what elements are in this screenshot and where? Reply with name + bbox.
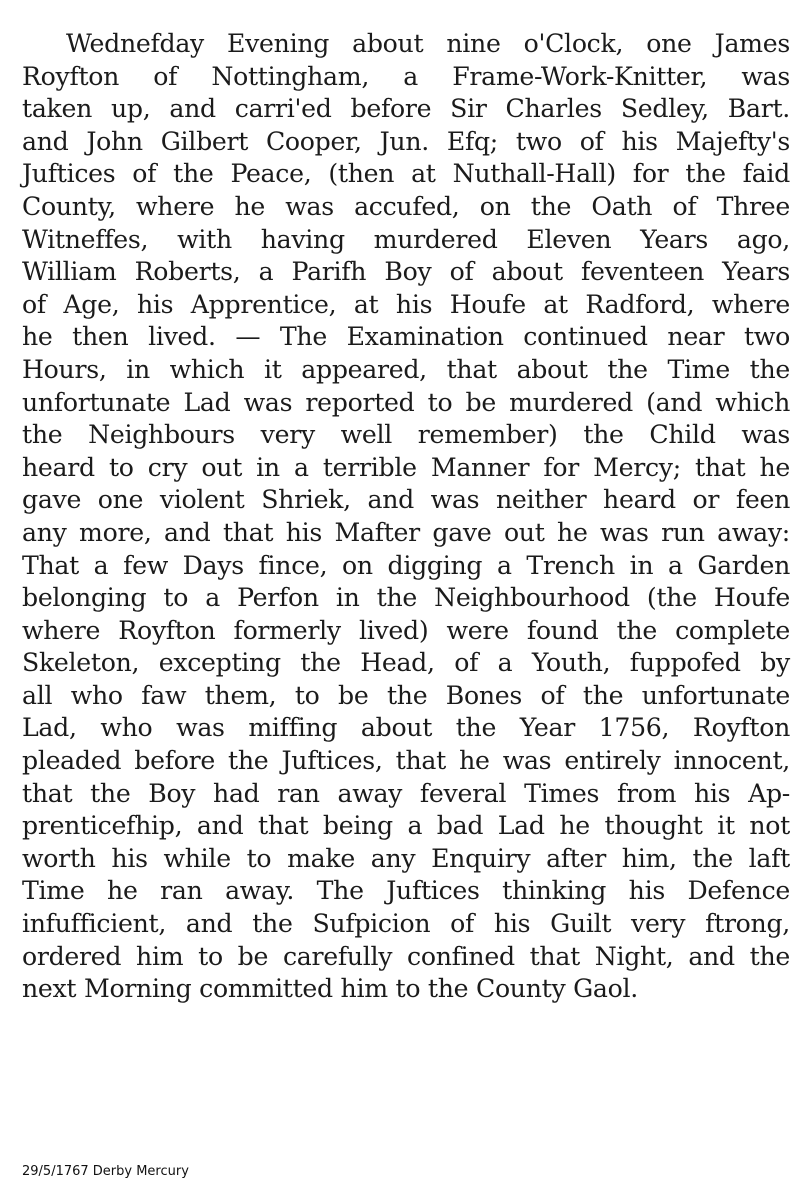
article-line: Royfton of Nottingham, a Frame-Work-Knitter, was bbox=[22, 61, 790, 91]
article-line: of Age, his Apprentice, at his Houfe at Radford, where bbox=[22, 289, 790, 319]
article-line: that the Boy had ran away feveral Times from his Ap- bbox=[22, 778, 790, 808]
article-line: Time he ran away. The Juftices thinking his Defence bbox=[22, 876, 790, 906]
article-line: gave one violent Shriek, and was neither heard or feen bbox=[22, 485, 790, 515]
article-line: next Morning committed him to the County Gaol. bbox=[22, 974, 638, 1004]
article-line: any more, and that his Mafter gave out he was run away: bbox=[22, 517, 790, 547]
article-line: taken up, and carri'ed before Sir Charles Sedley, Bart. bbox=[22, 94, 790, 124]
article-line: County, where he was accufed, on the Oath of Three bbox=[22, 191, 790, 221]
article-line: Lad, who was miffing about the Year 1756, Royfton bbox=[22, 713, 790, 743]
article-line: Skeleton, excepting the Head, of a Youth, fuppofed by bbox=[22, 648, 790, 678]
article-line: where Royfton formerly lived) were found the complete bbox=[22, 615, 790, 645]
article-line: infufficient, and the Sufpicion of his Guilt very ftrong, bbox=[22, 909, 790, 939]
article-line: ordered him to be carefully confined that Night, and the bbox=[22, 941, 790, 971]
article-line: Hours, in which it appeared, that about the Time the bbox=[22, 354, 790, 384]
article-line: all who faw them, to be the Bones of the unfortunate bbox=[22, 680, 790, 710]
article-line: worth his while to make any Enquiry after him, the laft bbox=[22, 843, 790, 873]
article-line: prenticefhip, and that being a bad Lad he thought it not bbox=[22, 811, 790, 841]
article-line: Witneffes, with having murdered Eleven Years ago, bbox=[22, 224, 790, 254]
article-line: Wednefday Evening about nine o'Clock, one James bbox=[66, 29, 790, 58]
article-line: That a few Days fince, on digging a Trench in a Garden bbox=[22, 550, 790, 580]
article-line: belonging to a Perfon in the Neighbourhood (the Houfe bbox=[22, 583, 790, 613]
source-caption: 29/5/1767 Derby Mercury bbox=[22, 1164, 189, 1179]
article-line: Juftices of the Peace, (then at Nuthall-Hall) for the faid bbox=[22, 159, 790, 189]
article-line: and John Gilbert Cooper, Jun. Efq; two of his Majefty's bbox=[22, 126, 790, 156]
article-line: heard to cry out in a terrible Manner for Mercy; that he bbox=[22, 452, 790, 482]
article-line: pleaded before the Juftices, that he was entirely innocent, bbox=[22, 746, 790, 776]
article-line: unfortunate Lad was reported to be murdered (and which bbox=[22, 387, 790, 417]
article-line: the Neighbours very well remember) the Child was bbox=[22, 420, 790, 450]
article-line: he then lived. — The Examination continued near two bbox=[22, 322, 790, 352]
article-text bbox=[22, 28, 790, 1006]
article-line: William Roberts, a Parifh Boy of about feventeen Years bbox=[22, 257, 790, 287]
